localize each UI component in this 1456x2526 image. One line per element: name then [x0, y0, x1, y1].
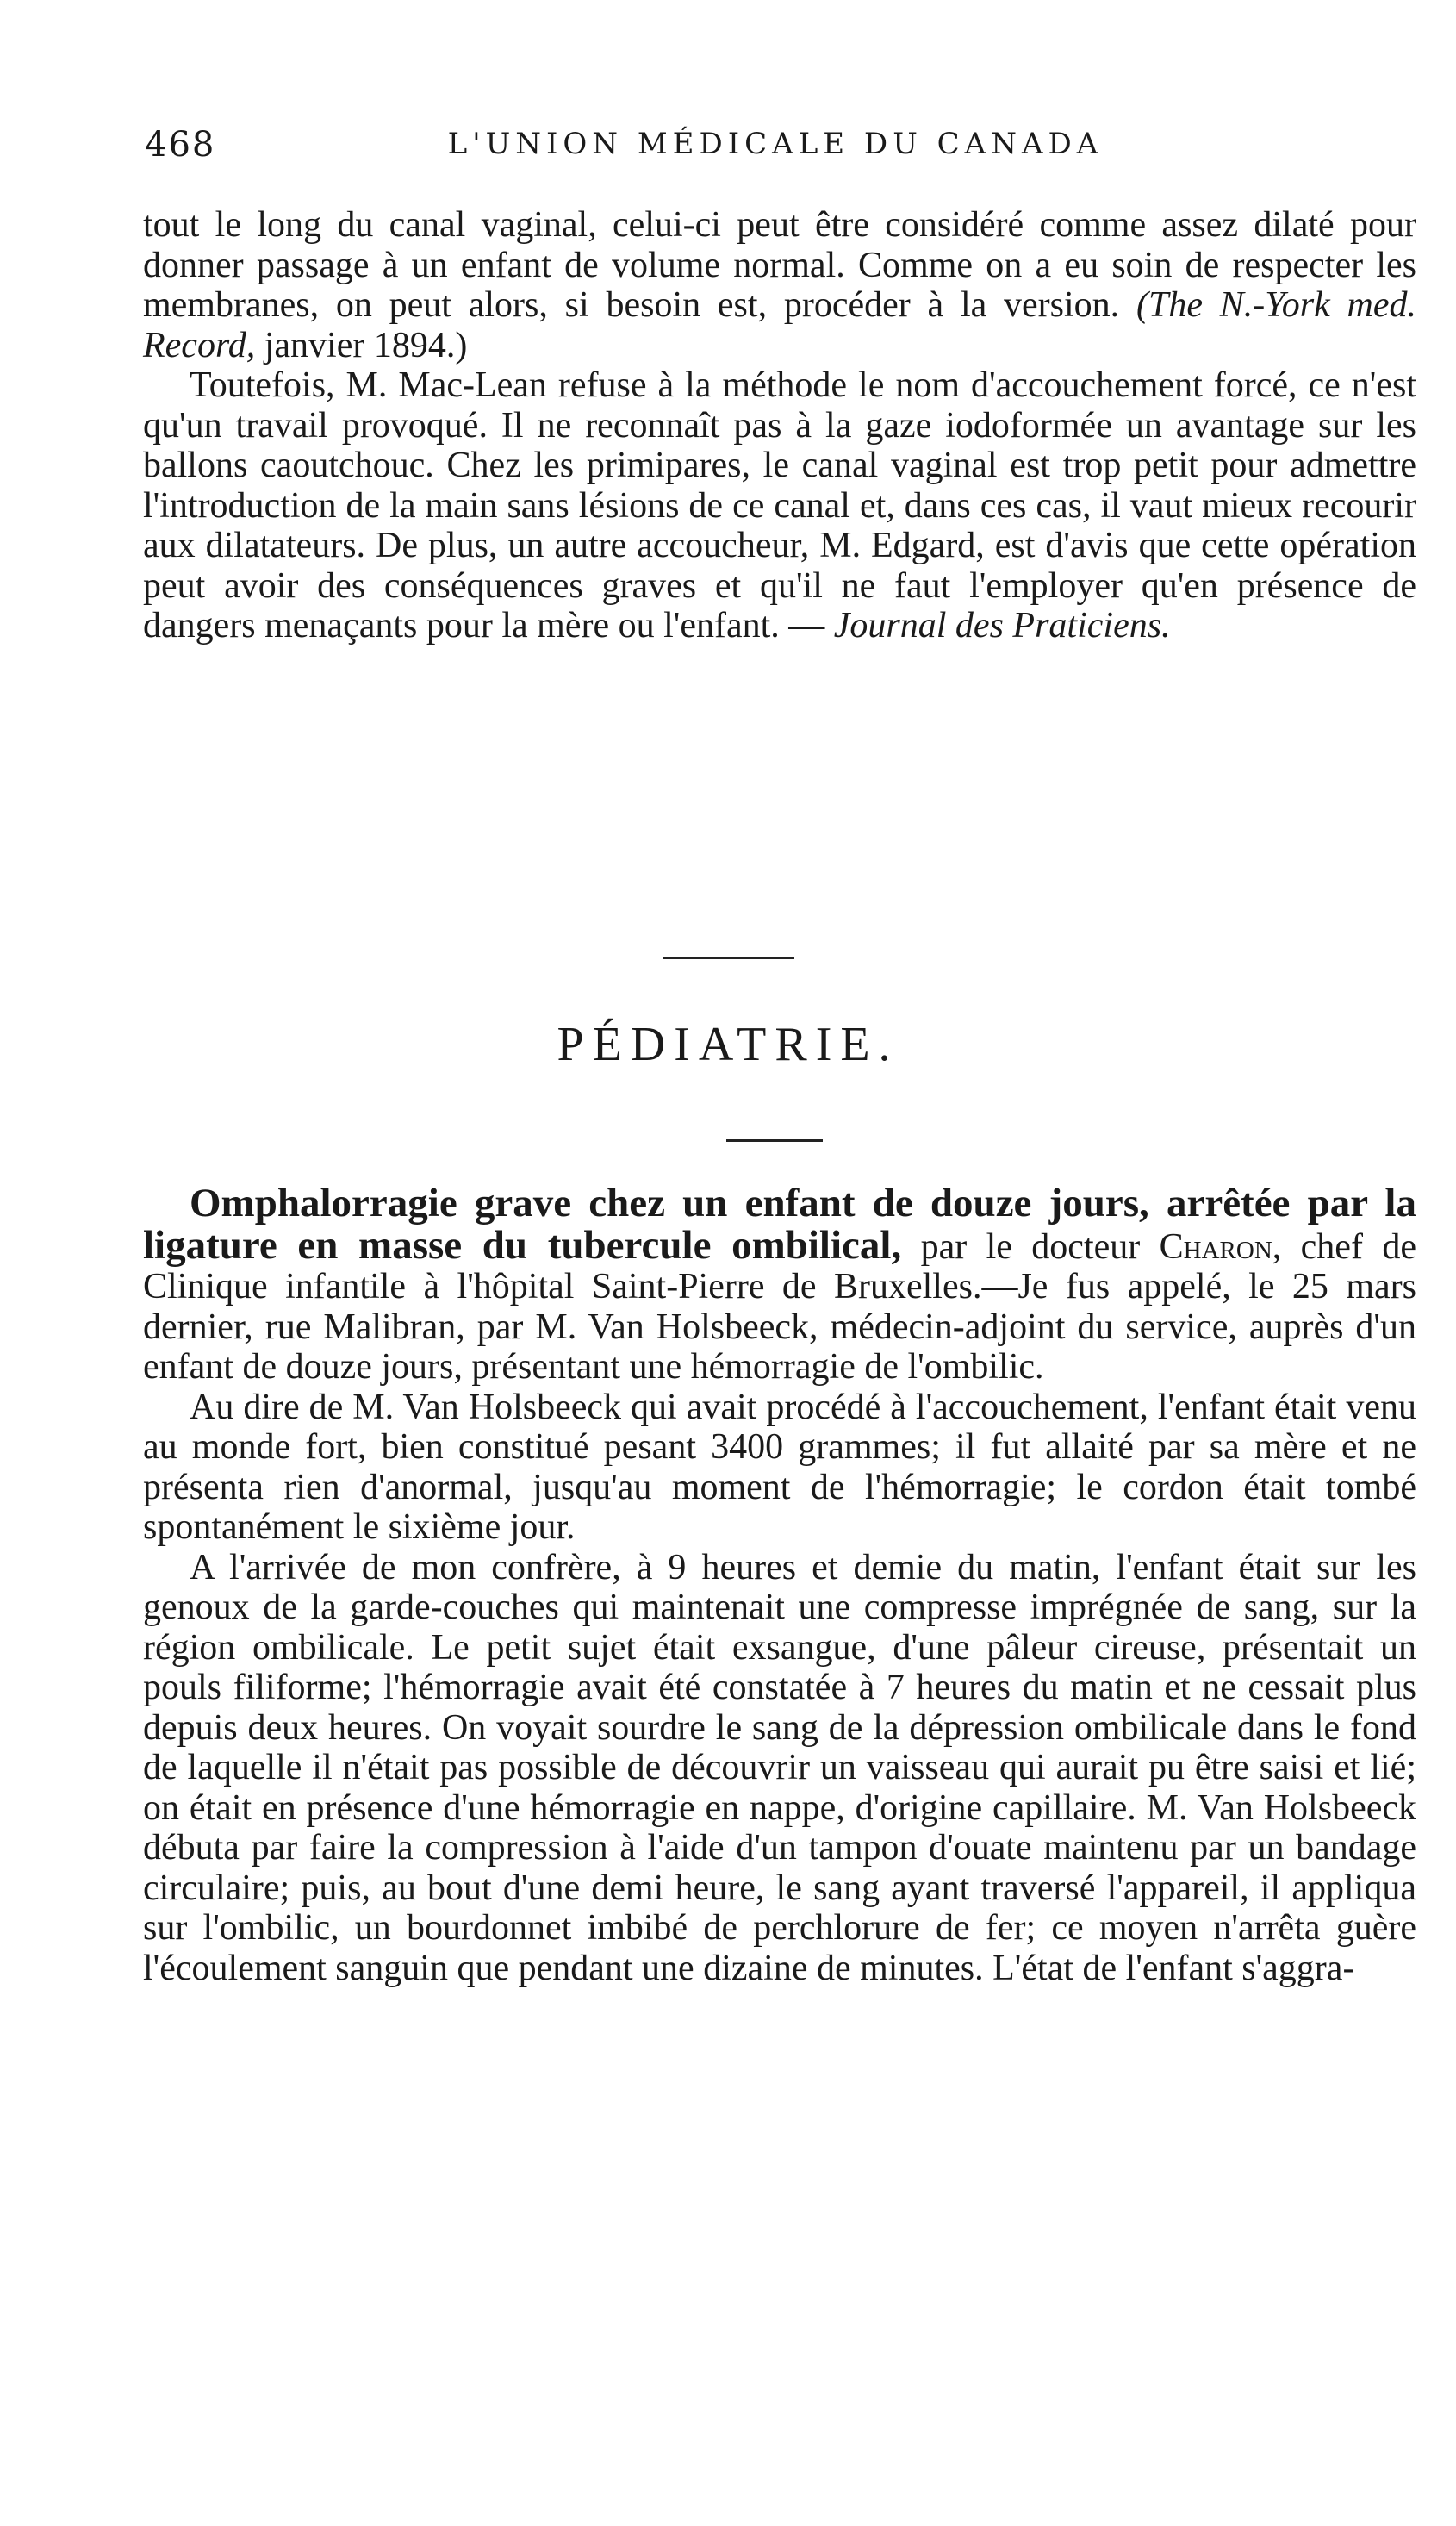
paragraph-text: Toutefois, M. Mac-Lean refuse à la méthode le nom d'accouchement forcé, ce n'est qu'un travail provoqué. Il ne reconnaît pas à la gaze iodoformée un avantage sur les ballons caoutchouc. Chez les primipares, le canal vaginal est trop petit pour admettre l'introduction de la main sans lésions de ce canal et, dans ces cas, il vaut mieux recourir aux dilatateurs. De plus, un autre accoucheur, M. Edgard, est d'avis que cette opération peut avoir des conséquences graves et qu'il ne faut l'employer qu'en présence de dangers menaçants pour la mère ou l'enfant. —: [143, 365, 1416, 646]
running-title: L'UNION MÉDICALE DU CANADA: [447, 127, 1104, 161]
page-number: 468: [145, 125, 216, 165]
paragraph-continuation: [143, 205, 1416, 365]
byline-text: , chef de Clinique infantile à l'hôpital Saint-Pierre de Bruxelles.—Je fus appelé, le 25 mars dernier, rue Malibran, par M. Van Holsbeeck, médecin-adjoint du service, auprès d'un enfant de douze jours, présentant une hémorragie de l'ombilic.: [143, 1226, 1416, 1387]
paragraph: Au dire de M. Van Holsbeeck qui avait procédé à l'accouchement, l'enfant était venu au monde fort, bien constitué pesant 3400 grammes; il fut allaité par sa mère et ne présenta rien d'anormal, jusqu'au moment de l'hémorragie; le cordon était tombé spontanément le sixième jour.: [143, 1387, 1416, 1547]
paragraph-text: tout le long du canal vaginal, celui-ci peut être considéré comme assez dilaté pour donner passage à un enfant de volume normal. Comme on a eu soin de respecter les membranes, on peut alors, si besoin est, procéder à la version.: [143, 205, 1416, 325]
section-divider: [726, 1139, 823, 1142]
page-header: [138, 125, 1413, 177]
top-text-block: [143, 205, 1416, 646]
section-title: PÉDIATRIE.: [557, 1018, 899, 1071]
citation-date: janvier 1894.): [255, 325, 468, 365]
paragraph: [143, 365, 1416, 646]
author-name: Charon: [1159, 1226, 1272, 1267]
citation: (The N.-York med. Record,: [143, 285, 1416, 365]
section-divider: [663, 957, 794, 959]
article-title: Omphalorragie grave chez un enfant de douze jours, arrêtée par la ligature en masse du tubercule ombilical,: [143, 1181, 1416, 1268]
citation: Journal des Praticiens.: [833, 606, 1171, 646]
article-lead-paragraph: [143, 1183, 1416, 1388]
paragraph: A l'arrivée de mon confrère, à 9 heures et demie du matin, l'enfant était sur les genoux de la garde-couches qui maintenait une compresse imprégnée de sang, sur la région ombilicale. Le petit sujet était exsangue, d'une pâleur cireuse, présentait un pouls filiforme; l'hémorragie avait été constatée à 7 heures du matin et ne cessait plus depuis deux heures. On voyait sourdre le sang de la dépression ombilicale dans le fond de laquelle il n'était pas possible de découvrir un vaisseau qui aurait pu être saisi et lié; on était en présence d'une hémorragie en nappe, d'origine capillaire. M. Van Holsbeeck débuta par faire la compression à l'aide d'un tampon d'ouate maintenu par un bandage circulaire; puis, au bout d'une demi heure, le sang ayant traversé l'appareil, il appliqua sur l'ombilic, un bourdonnet imbibé de perchlorure de fer; ce moyen n'arrêta guère l'écoulement sanguin que pendant une dizaine de minutes. L'état de l'enfant s'aggra-: [143, 1547, 1416, 1988]
byline-prefix: par le docteur: [901, 1226, 1160, 1267]
article: [143, 1183, 1416, 1988]
